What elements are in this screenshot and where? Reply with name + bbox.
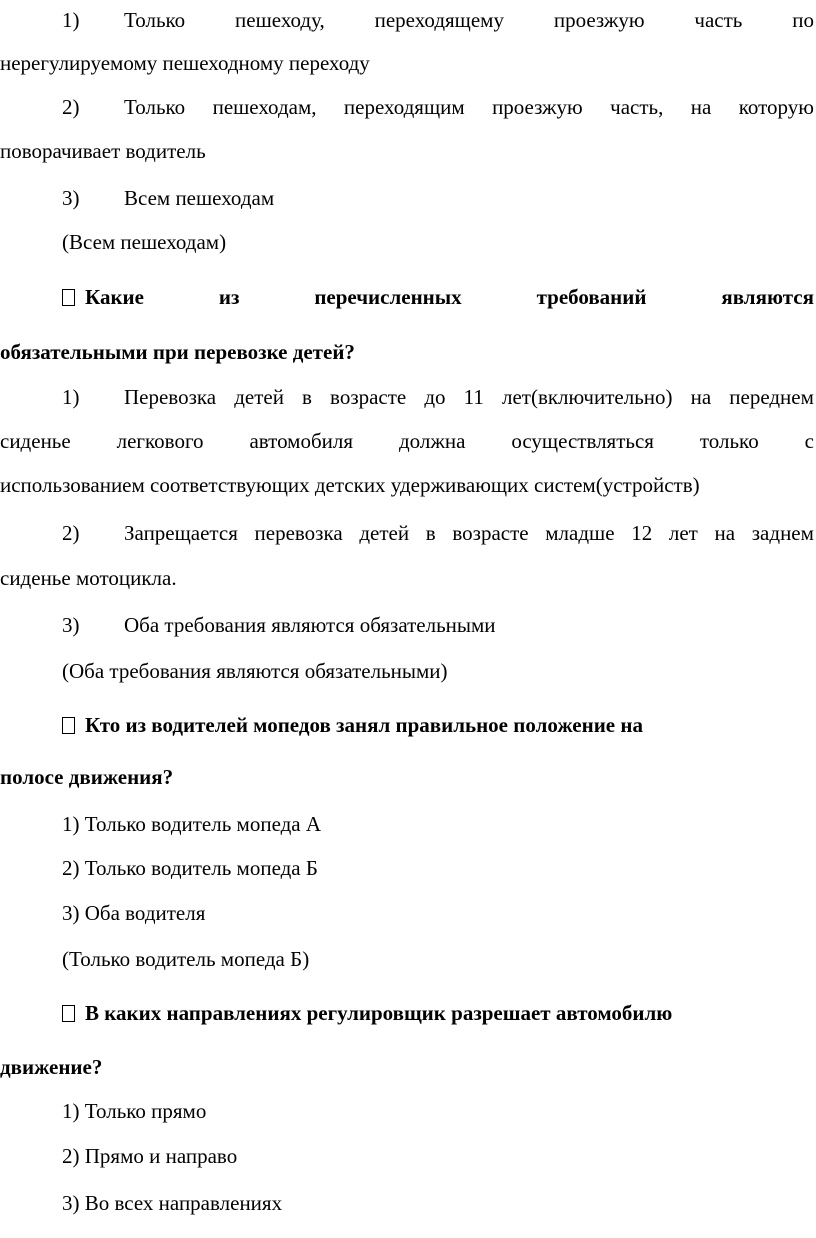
q2-option-3-text: Оба требования являются обязательными — [124, 613, 496, 637]
word: перевозка — [254, 521, 343, 545]
q4-option-2: 2) Прямо и направо — [62, 1144, 238, 1168]
word: на — [690, 95, 712, 119]
q3-question-line-2: полосе движения? — [0, 765, 174, 789]
word: перечисленных — [314, 285, 462, 309]
word: детей — [359, 521, 410, 545]
word: являются — [721, 285, 814, 309]
word: в — [302, 385, 312, 409]
word: автомобиля — [249, 429, 354, 453]
word: пешеходу, — [235, 8, 325, 32]
word: проезжую — [553, 8, 645, 32]
q3-option-1: 1) Только водитель мопеда А — [62, 812, 322, 836]
word: часть, — [610, 95, 664, 119]
option-number: 2) — [62, 95, 80, 119]
word: по — [792, 8, 814, 32]
checkbox-bullet-icon — [62, 1005, 75, 1022]
word: возрасте — [452, 521, 529, 545]
word: переднем — [729, 385, 814, 409]
q4-question-line-1 — [0, 998, 816, 1028]
word: 1) Только — [62, 5, 185, 35]
option-number: 1) — [62, 8, 80, 32]
q3-question-text: Кто из водителей мопедов занял правильное положение на — [85, 713, 643, 737]
word: младше — [545, 521, 615, 545]
option-number: 2) — [62, 521, 80, 545]
q2-option-2-line-1 — [0, 518, 816, 548]
q2-question-line-1 — [0, 282, 816, 312]
q2-option-1-line-3: использованием соответствующих детских удерживающих систем(устройств) — [0, 473, 700, 497]
word: возрасте — [330, 385, 407, 409]
q2-option-3 — [0, 610, 816, 640]
word: лет(включительно) — [501, 385, 673, 409]
word: переходящим — [343, 95, 465, 119]
q2-answer: (Оба требования являются обязательными) — [62, 659, 448, 683]
word: пешеходам, — [212, 95, 317, 119]
q3-option-3: 3) Оба водителя — [62, 901, 206, 925]
word: 1) Перевозка — [62, 382, 216, 412]
q1-option-3-number: 3) — [62, 186, 80, 210]
word: которую — [738, 95, 814, 119]
word: детей — [234, 385, 284, 409]
q3-option-2: 2) Только водитель мопеда Б — [62, 856, 318, 880]
q4-question-text: В каких направлениях регулировщик разрешает автомобилю — [85, 1001, 673, 1025]
word: заднем — [751, 521, 814, 545]
q4-option-3: 3) Во всех направлениях — [62, 1191, 283, 1215]
word: до — [424, 385, 446, 409]
word: легкового — [116, 429, 204, 453]
word: 2) Только — [62, 92, 185, 122]
q4-option-1: 1) Только прямо — [62, 1099, 207, 1123]
q1-answer: (Всем пешеходам) — [62, 230, 227, 254]
word: 2) Запрещается — [62, 518, 238, 548]
q3-answer: (Только водитель мопеда Б) — [62, 947, 310, 971]
word: переходящему — [374, 8, 504, 32]
checkbox-bullet-icon — [62, 717, 75, 734]
q1-option-3-text: Всем пешеходам — [124, 186, 275, 210]
word: требований — [536, 285, 647, 309]
q4-question-line-2: движение? — [0, 1055, 103, 1079]
q2-option-3-number: 3) — [62, 613, 80, 637]
q1-option-2-line-2: поворачивает водитель — [0, 139, 206, 163]
word: в — [425, 521, 436, 545]
word: должна — [398, 429, 466, 453]
q2-option-1-line-2 — [0, 426, 816, 456]
word: на — [690, 385, 712, 409]
word: Какие — [62, 282, 144, 312]
word: 12 — [631, 521, 653, 545]
q1-option-3 — [0, 183, 816, 213]
word: 11 — [463, 385, 484, 409]
word: осуществляться — [511, 429, 654, 453]
q2-option-1-line-1 — [0, 382, 816, 412]
q2-option-2-line-2: сиденье мотоцикла. — [0, 566, 177, 590]
word: лет — [668, 521, 698, 545]
q1-option-1-line-1 — [0, 5, 816, 35]
word: часть — [694, 8, 743, 32]
word: с — [804, 429, 814, 453]
word: на — [714, 521, 736, 545]
word: только — [699, 429, 759, 453]
q3-question-line-1 — [0, 710, 816, 740]
q1-option-2-line-1 — [0, 92, 816, 122]
word: из — [218, 285, 240, 309]
word: проезжую — [492, 95, 583, 119]
checkbox-bullet-icon — [62, 289, 75, 306]
q1-option-1-line-2: нерегулируемому пешеходному переходу — [0, 51, 370, 75]
q2-question-line-2: обязательными при перевозке детей? — [0, 340, 355, 364]
word: сиденье — [0, 429, 71, 453]
option-number: 1) — [62, 385, 80, 409]
